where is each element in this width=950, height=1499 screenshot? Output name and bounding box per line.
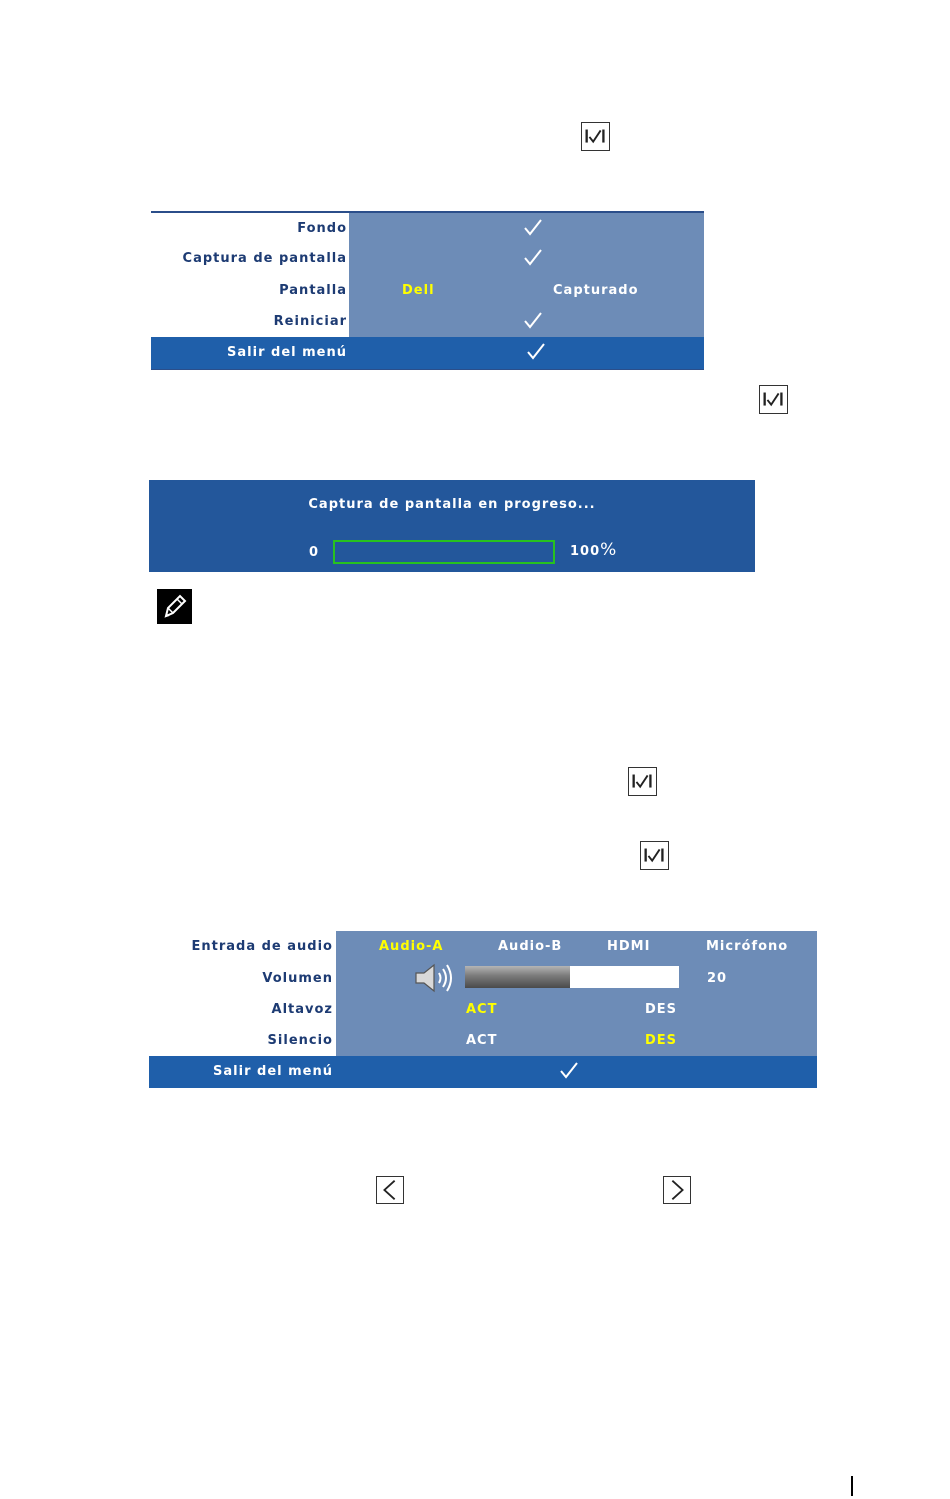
menu-bottom-border [151,369,704,370]
enter-button-icon [640,841,669,870]
progress-bar [333,540,555,564]
menu-label-captura[interactable]: Captura de pantalla [182,251,347,266]
volume-slider[interactable] [465,966,679,988]
enter-button-icon [628,767,657,796]
progress-title: Captura de pantalla en progreso... [308,497,596,512]
note-pencil-icon [157,589,192,624]
display-menu [151,211,704,370]
option-dell[interactable]: Dell [402,283,435,298]
page-footer-rule [851,1476,853,1496]
volume-value: 20 [707,971,728,986]
menu-label-fondo[interactable]: Fondo [297,221,347,236]
menu-label-audio-input[interactable]: Entrada de audio [191,939,333,954]
option-microfono[interactable]: Micrófono [706,939,789,954]
option-audio-b[interactable]: Audio-B [498,939,563,954]
checkmark-icon[interactable] [526,342,546,360]
option-mute-des[interactable]: DES [645,1033,678,1048]
option-speaker-act[interactable]: ACT [466,1002,498,1017]
option-mute-act[interactable]: ACT [466,1033,498,1048]
option-audio-a[interactable]: Audio-A [379,939,444,954]
menu-label-pantalla[interactable]: Pantalla [279,283,347,298]
menu-label-mute[interactable]: Silencio [267,1033,333,1048]
volume-slider-fill [465,966,570,988]
option-hdmi[interactable]: HDMI [607,939,651,954]
checkmark-icon[interactable] [523,218,543,236]
enter-button-icon [759,385,788,414]
option-capturado[interactable]: Capturado [553,283,639,298]
enter-button-icon [581,122,610,151]
left-arrow-button-icon [376,1176,404,1204]
menu-label-reiniciar[interactable]: Reiniciar [273,314,347,329]
menu-label-exit[interactable]: Salir del menú [227,345,347,360]
screen-capture-progress-dialog [149,480,755,572]
speaker-icon [412,962,454,994]
option-speaker-des[interactable]: DES [645,1002,678,1017]
audio-menu [149,931,817,1088]
menu-label-speaker[interactable]: Altavoz [271,1002,333,1017]
menu-label-volume[interactable]: Volumen [262,971,333,986]
progress-max-label: 100% [570,540,617,560]
progress-min-label: 0 [309,545,319,560]
checkmark-icon[interactable] [559,1061,579,1079]
checkmark-icon[interactable] [523,248,543,266]
right-arrow-button-icon [663,1176,691,1204]
checkmark-icon[interactable] [523,311,543,329]
menu-label-exit[interactable]: Salir del menú [213,1064,333,1079]
